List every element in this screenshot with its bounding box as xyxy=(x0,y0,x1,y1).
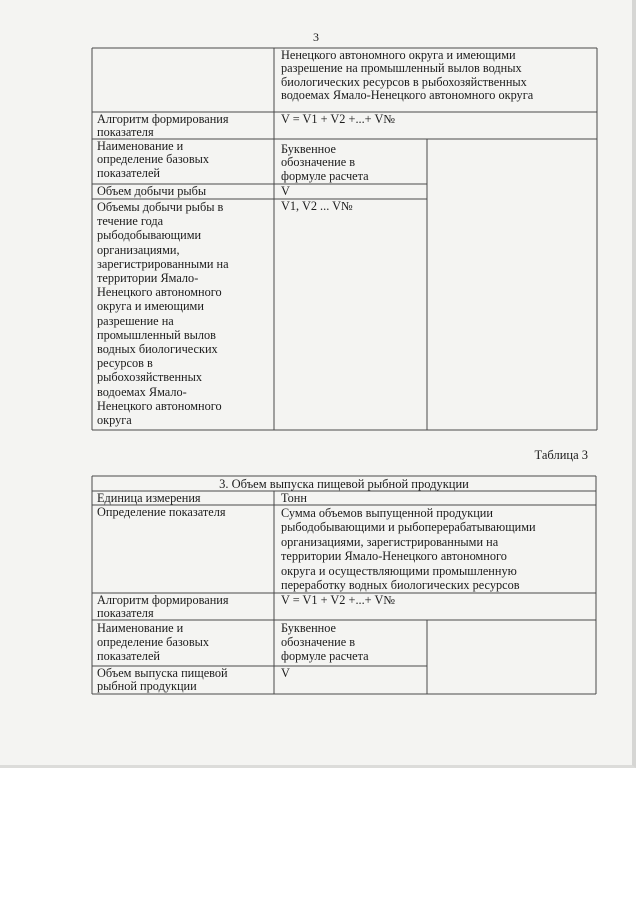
top-row-fish-catch-label: Объем добычи рыбы xyxy=(97,185,207,198)
top-row-fish-volumes-description: Объемы добычи рыбы в течение года рыбодобывающими организациями, зарегистрированными на территории Ямало- Ненецкого автономного округа и имеющими разрешение на промышленный вылов водных биологических ресурсов в рыбохозяйственных водоемах Ямало- Ненецкого автономного округа xyxy=(97,200,229,428)
bottom-row-food-output-symbol: V xyxy=(281,667,290,680)
page-number: 3 xyxy=(313,30,319,44)
top-row-fish-volumes-symbols: V1, V2 ... V№ xyxy=(281,200,353,213)
table-caption: Таблица 3 xyxy=(534,448,588,462)
top-row-fish-catch-symbol: V xyxy=(281,185,290,198)
bottom-row-definition-text: Сумма объемов выпущенной продукции рыбодобывающими и рыбоперерабатывающими организациями, зарегистрированными на территории Ямало-Ненецкого автономного округа и осуществляющими промышленную переработку водных биологических ресурсов xyxy=(281,506,536,593)
top-row-letter-designation: Буквенное обозначение в формуле расчета xyxy=(281,143,369,183)
top-row-continuation-text: Ненецкого автономного округа и имеющими разрешение на промышленный вылов водных биологических ресурсов в рыбохозяйственных водоемах Ямало-Ненецкого автономного округа xyxy=(281,49,534,102)
top-row-base-indicators-label: Наименование и определение базовых показателей xyxy=(97,140,210,180)
bottom-table-header: 3. Объем выпуска пищевой рыбной продукции xyxy=(219,477,469,491)
top-row-algorithm-label: Алгоритм формирования показателя xyxy=(97,113,229,140)
bottom-row-algorithm-label: Алгоритм формирования показателя xyxy=(97,594,229,621)
bottom-row-base-indicators-label: Наименование и определение базовых показателей xyxy=(97,621,210,664)
bottom-row-unit-label: Единица измерения xyxy=(97,492,201,505)
bottom-row-definition-label: Определение показателя xyxy=(97,506,226,519)
top-row-algorithm-formula: V = V1 + V2 +...+ V№ xyxy=(281,113,396,126)
bottom-row-algorithm-formula: V = V1 + V2 +...+ V№ xyxy=(281,594,396,607)
bottom-row-food-output-label: Объем выпуска пищевой рыбной продукции xyxy=(97,667,228,694)
bottom-row-unit-value: Тонн xyxy=(281,492,307,505)
bottom-row-letter-designation: Буквенное обозначение в формуле расчета xyxy=(281,621,369,664)
